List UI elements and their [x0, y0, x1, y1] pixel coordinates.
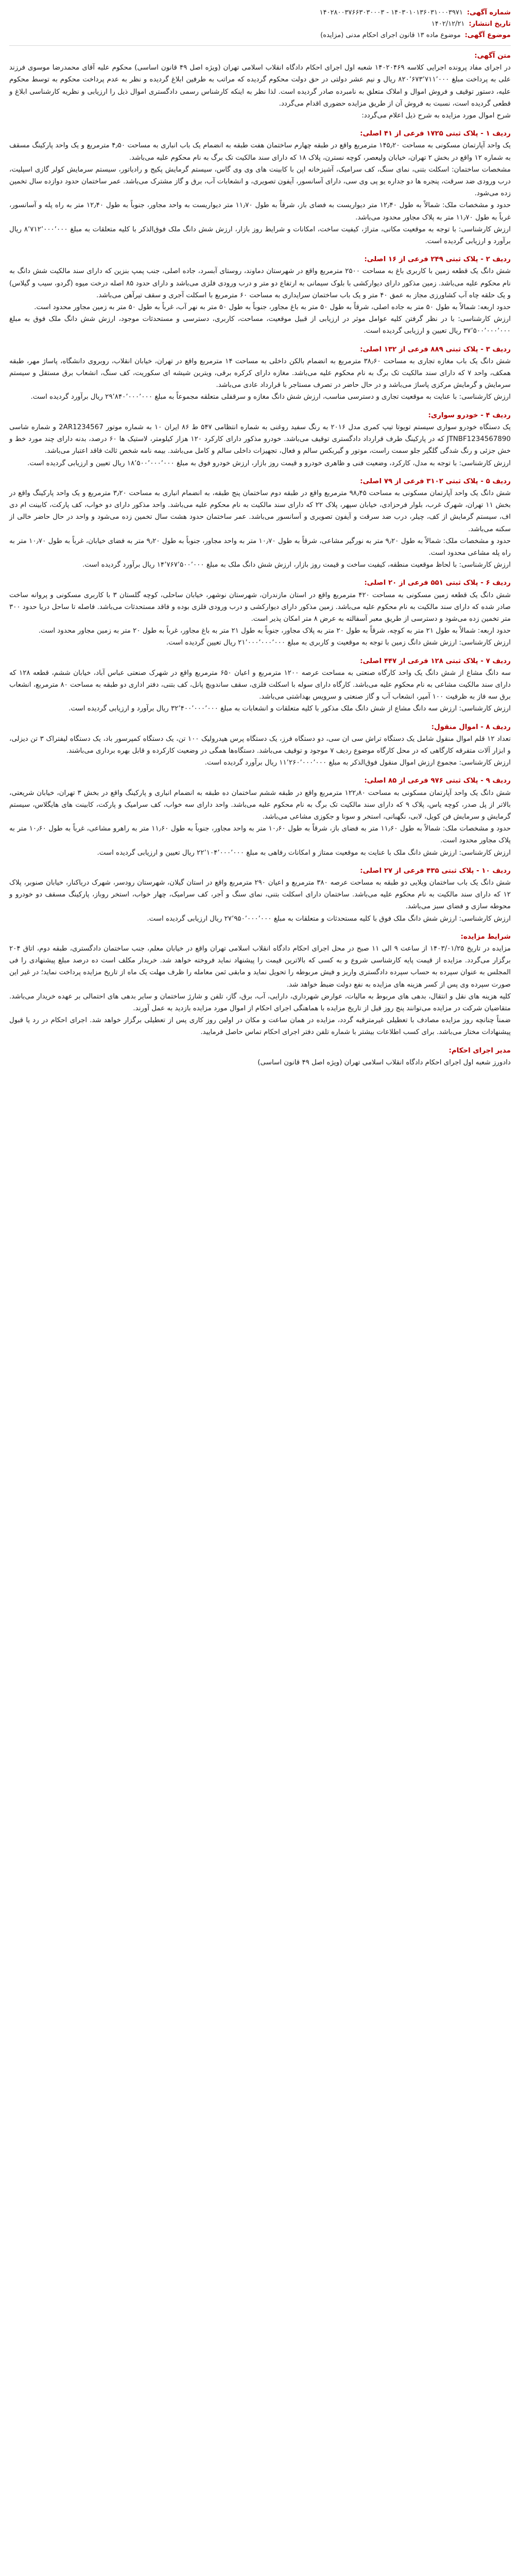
section-title: ردیف ۶ - پلاک ثبتی ۵۵۱ فرعی از ۲۰ اصلی: — [364, 579, 511, 587]
section-paragraph: ارزش کارشناسی: ارزش سه دانگ مشاع از شش دانگ ملک مذکور با کلیه متعلقات و انشعابات به مبلغ ۳۲٬۴۰۰٬۰۰۰٬۰۰۰ ریال برآورد و ارزیابی گردیده است. — [68, 705, 511, 713]
section-paragraph: ضمناً چنانچه روز مزایده مصادف با تعطیلی غیرمترقبه گردد، مزایده در همان ساعت و مکان در اولین روز کاری پس از تعطیلی برگزار خواهد شد. اجرای احکام در رد یا قبول پیشنهادات مختار می‌باشد. برای کسب اطلاعات بیشتر با شماره تلفن دفتر اجرای احکام تماس حاصل فرمایید. — [9, 1016, 511, 1037]
section-title: متن آگهی: — [474, 52, 511, 60]
section-paragraph: حدود و مشخصات ملک: شمالاً به طول ۱۱٫۶۰ متر به فضای باز، شرقاً به طول ۱۰٫۶۰ متر به واحد مجاور، جنوباً به طول ۱۱٫۶۰ متر به راهرو مشاعی، غرباً به طول ۱۰٫۶۰ متر به پلاک مجاور محدود است. — [9, 825, 511, 845]
section-paragraph: حدود و مشخصات ملک: شمالاً به طول ۱۲٫۴۰ متر دیواریست به فضای باز، شرقاً به طول ۱۱٫۷۰ متر دیواریست به واحد مجاور، جنوباً به طول ۱۲٫۴۰ متر به راه پله و آسانسور، غرباً به طول ۱۱٫۷۰ متر به پلاک مجاور محدود می‌باشد. — [9, 201, 511, 222]
section-paragraph: یک دستگاه خودرو سواری سیستم تویوتا تیپ کمری مدل ۲۰۱۶ به رنگ سفید روغنی به شماره انتظامی ۵۴۷ ط ۸۶ ایران ۱۰ به شماره موتور 2AR1234567 و شماره شاسی JTNBF1234567890 که در پارکینگ طرف قرارداد دادگستری توقیف می‌باشد. خودرو مذکور دارای کارکرد ۱۲۰ هزار کیلومتر، لاستیک ها ۶۰ درصد، بدنه دارای چند مورد خط و خش جزئی و رنگ شدگی گلگیر جلو سمت راست، موتور و گیربکس سالم و فعال، تجهیزات داخلی سالم و کامل می‌باشد. بیمه نامه شخص ثالث فاقد اعتبار می‌باشد. — [9, 423, 511, 455]
section-title: ردیف ۴ - خودرو سواری: — [428, 411, 511, 419]
notice-header — [9, 7, 511, 46]
section-paragraph: حدود اربعه: شمالاً به طول ۵۰ متر به جاده اصلی، شرقاً به طول ۵۰ متر به باغ مجاور، جنوباً به طول ۵۰ متر به نهر آب، غرباً به طول ۵۰ متر به زمین مجاور محدود است. — [34, 303, 511, 312]
publish-date-value: ۱۴۰۲/۱۲/۲۱ — [431, 20, 465, 28]
section-paragraph: ارزش کارشناسی: با توجه به موقعیت مکانی، متراژ، کیفیت ساخت، امکانات و شرایط روز بازار، ارزش شش دانگ ملک فوق‌الذکر با کلیه متعلقات به مبلغ ۸٬۷۱۲٬۰۰۰٬۰۰۰ ریال برآورد و ارزیابی گردیده است. — [9, 225, 511, 246]
notice-number-value: ۱۴۰۳۰۱۰۱۳۶۰۳۱۰۰۰۳۹۷۱ - ۱۴۰۲۸۰۰۳۷۶۶۳۰۳۰۰۰۳ — [319, 9, 463, 16]
subject-line — [9, 30, 511, 41]
notice-section — [9, 655, 511, 715]
section-title: ردیف ۱ - پلاک ثبتی ۱۷۲۵ فرعی از ۴۱ اصلی: — [360, 130, 511, 138]
notice-section — [9, 865, 511, 925]
section-paragraph: شرح اموال مورد مزایده به شرح ذیل اعلام می‌گردد: — [361, 112, 511, 120]
section-paragraph: حدود و مشخصات ملک: شمالاً به طول ۹٫۲۰ متر به نورگیر مشاعی، شرقاً به طول ۱۰٫۷۰ متر به واحد مجاور، جنوباً به طول ۹٫۲۰ متر به فضای خیابان، غرباً به طول ۱۰٫۷۰ متر به راه پله مشاعی محدود است. — [9, 537, 511, 557]
notice-section — [9, 721, 511, 769]
section-paragraph: شش دانگ یک قطعه زمین با کاربری باغ به مساحت ۲۵۰۰ مترمربع واقع در شهرستان دماوند، روستای آبسرد، جاده اصلی، جنب پمپ بنزین که دارای سند مالکیت شش دانگ به نام محکوم علیه می‌باشد. زمین مذکور دارای دیوارکشی با بلوک سیمانی به ارتفاع دو متر و درب ورودی فلزی می‌باشد و دارای حدود ۸۵ اصله درخت میوه (گردو، سیب و گیلاس) و یک حلقه چاه آب کشاورزی مجاز به عمق ۴۰ متر و یک باب ساختمان سرایداری به مساحت ۶۰ مترمربع با اسکلت آجری و سقف تیرآهن می‌باشد. — [9, 267, 511, 299]
section-title: ردیف ۷ - پلاک ثبتی ۱۲۸ فرعی از ۴۴۷ اصلی: — [360, 657, 511, 665]
section-paragraph: دادورز شعبه اول اجرای احکام دادگاه انقلاب اسلامی تهران (ویژه اصل ۴۹ قانون اساسی) — [257, 1058, 511, 1066]
section-paragraph: ارزش کارشناسی: مجموع ارزش اموال منقول فوق‌الذکر به مبلغ ۱۱٬۲۶۰٬۰۰۰٬۰۰۰ ریال برآورد گردیده است. — [204, 759, 511, 767]
section-title: ردیف ۳ - پلاک ثبتی ۸۸۹ فرعی از ۱۳۲ اصلی: — [360, 345, 511, 353]
section-paragraph: شش دانگ یک واحد آپارتمان مسکونی به مساحت ۹۸٫۴۵ مترمربع واقع در طبقه دوم ساختمان پنج طبقه، به انضمام انباری به مساحت ۳٫۲۰ مترمربع و یک واحد پارکینگ واقع در بخش ۱۱ تهران، شهرک غرب، بلوار فرحزادی، خیابان سپهر، پلاک ۲۲ که دارای سند مالکیت به نام محکوم علیه می‌باشد. واحد مذکور دارای دو خواب، کف پارکت، کابینت ام دی اف، سیستم گرمایش از کف، چیلر، درب ضد سرقت و آیفون تصویری و آسانسور می‌باشد. عمر ساختمان حدود هشت سال تخمین زده می‌شود و واحد در حال حاضر خالی از سکنه می‌باشد. — [9, 489, 511, 533]
section-paragraph: کلیه هزینه های نقل و انتقال، بدهی های مربوط به مالیات، عوارض شهرداری، دارایی، آب، برق، گاز، تلفن و شارژ ساختمان و سایر بدهی های احتمالی بر عهده خریدار می‌باشد. متقاضیان شرکت در مزایده می‌توانند پنج روز قبل از تاریخ مزایده با هماهنگی اجرای احکام از اموال مورد مزایده بازدید به عمل آورند. — [9, 992, 511, 1013]
notice-section — [9, 1045, 511, 1069]
section-paragraph: مزایده در تاریخ ۱۴۰۳/۰۱/۲۵ از ساعت ۹ الی ۱۱ صبح در محل اجرای احکام دادگاه انقلاب اسلامی تهران واقع در خیابان معلم، جنب ساختمان دادگستری، طبقه دوم، اتاق ۲۰۴ برگزار می‌گردد. مزایده از قیمت پایه کارشناسی شروع و به کسی که بالاترین قیمت را پیشنهاد نماید فروخته خواهد شد. خریدار مکلف است ده درصد مبلغ پیشنهادی را فی المجلس به عنوان سپرده به حساب سپرده دادگستری واریز و فیش مربوطه را تحویل نماید و مابقی ثمن معامله را ظرف مهلت یک ماه از تاریخ مزایده پرداخت نماید؛ در غیر این صورت سپرده وی پس از کسر هزینه های مزایده به نفع دولت ضبط خواهد شد. — [9, 945, 511, 989]
notice-section — [9, 50, 511, 122]
section-paragraph: ارزش کارشناسی: با در نظر گرفتن کلیه عوامل موثر در ارزیابی از قبیل موقعیت، مساحت، کاربری، دسترسی و مستحدثات موجود، ارزش شش دانگ ملک فوق به مبلغ ۳۷٬۵۰۰٬۰۰۰٬۰۰۰ ریال تعیین و ارزیابی گردیده است. — [9, 315, 511, 335]
notice-body — [9, 50, 511, 1069]
section-paragraph: شش دانگ یک واحد آپارتمان مسکونی به مساحت ۱۲۲٫۸۰ مترمربع واقع در طبقه ششم ساختمان ده طبقه به انضمام انباری و پارکینگ واقع در بخش ۳ تهران، خیابان شریعتی، بالاتر از پل صدر، کوچه یاس، پلاک ۹ که دارای سند مالکیت تک برگ به نام محکوم علیه می‌باشد. واحد دارای سه خواب، کف سرامیک و پارکت، کابینت های هایگلاس، سیستم گرمایش و سرمایش فن کویل، لابی، نگهبانی، استخر و سونا و جکوزی مشاعی می‌باشد. — [9, 789, 511, 821]
subject-value: موضوع ماده ۱۳ قانون اجرای احکام مدنی (مزایده) — [320, 31, 461, 39]
notice-section — [9, 410, 511, 469]
section-paragraph: یک واحد آپارتمان مسکونی به مساحت ۱۴۵٫۲۰ مترمربع واقع در طبقه چهارم ساختمان هفت طبقه به انضمام یک باب انباری به مساحت ۴٫۵۰ مترمربع و یک واحد پارکینگ مسقف به شماره ۱۲ واقع در بخش ۲ تهران، خیابان ولیعصر، کوچه نسترن، پلاک ۱۸ که دارای سند مالکیت تک برگ به نام محکوم علیه می‌باشد. — [9, 142, 511, 162]
notice-section — [9, 128, 511, 247]
notice-section — [9, 344, 511, 403]
section-paragraph: شش دانگ یک باب مغازه تجاری به مساحت ۳۸٫۶۰ مترمربع به انضمام بالکن داخلی به مساحت ۱۴ مترمربع واقع در تهران، خیابان انقلاب، روبروی دانشگاه، پاساژ مهر، طبقه همکف، واحد ۷ که دارای سند مالکیت تک برگ به نام محکوم علیه می‌باشد. مغازه دارای کرکره برقی، ویترین شیشه ای سکوریت، کف سنگ، انشعاب برق مستقل و سیستم سرمایش و گرمایش مرکزی پاساژ می‌باشد و در حال حاضر در تصرف مستاجر با قرارداد عادی می‌باشد. — [9, 357, 511, 389]
section-title: ردیف ۵ - پلاک ثبتی ۳۱۰۲ فرعی از ۷۹ اصلی: — [360, 477, 511, 485]
section-paragraph: شش دانگ یک باب ساختمان ویلایی دو طبقه به مساحت عرصه ۳۸۰ مترمربع و اعیان ۲۹۰ مترمربع واقع در استان گیلان، شهرستان رودسر، شهرک دریاکنار، خیابان صنوبر، پلاک ۱۲ که دارای سند مالکیت به نام محکوم علیه می‌باشد. ساختمان دارای اسکلت بتنی، نمای سنگ و آجر، کف سرامیک، چهار خواب، استخر روباز، پارکینگ مسقف دو خودرو و محوطه سازی و فضای سبز می‌باشد. — [9, 879, 511, 911]
section-title: ردیف ۱۰ - پلاک ثبتی ۴۳۵ فرعی از ۲۷ اصلی: — [360, 867, 511, 875]
notice-number-label: شماره آگهی: — [466, 9, 511, 16]
section-paragraph: ارزش کارشناسی: ارزش شش دانگ ملک با عنایت به موقعیت ممتاز و امکانات رفاهی به مبلغ ۲۲٬۱۰۴٬۰۰۰٬۰۰۰ ریال تعیین و ارزیابی گردیده است. — [97, 849, 511, 857]
notice-section — [9, 253, 511, 337]
section-paragraph: شش دانگ یک قطعه زمین مسکونی به مساحت ۴۲۰ مترمربع واقع در استان مازندران، شهرستان نوشهر، خیابان ساحلی، کوچه گلستان ۳ با کاربری مسکونی و پروانه ساخت صادر شده که دارای سند مالکیت به نام محکوم علیه می‌باشد. زمین مذکور دارای دیوارکشی و درب ورودی فلزی بوده و فاقد مستحدثات می‌باشد. فاصله تا ساحل دریا حدود ۳۰۰ متر تخمین زده می‌شود و دسترسی از طریق معبر آسفالته به عرض ۸ متر امکان پذیر است. — [9, 591, 511, 623]
section-paragraph: ارزش کارشناسی: با عنایت به موقعیت تجاری و دسترسی مناسب، ارزش شش دانگ مغازه و سرقفلی متعلقه مجموعاً به مبلغ ۲۹٬۸۴۰٬۰۰۰٬۰۰۰ ریال برآورد گردیده است. — [30, 393, 511, 401]
section-paragraph: در اجرای مفاد پرونده اجرایی کلاسه ۱۴۰۲۰۴۶۹ شعبه اول اجرای احکام دادگاه انقلاب اسلامی تهران (ویژه اصل ۴۹ قانون اساسی) محکوم علیه آقای محمدرضا موسوی فرزند علی به پرداخت مبلغ ۸۲۰٬۶۷۳٬۷۱۱٬۰۰۰ ریال و نیم عشر دولتی در حق دولت محکوم گردیده که مراتب به طرفین ابلاغ گردیده و نظر به عدم پرداخت محکوم به توسط محکوم علیه، دستور توقیف و فروش اموال و املاک متعلق به نامبرده صادر گردیده است. لذا نظر به اینکه کارشناس رسمی دادگستری اموال ذیل را ارزیابی و نظریه کارشناسی ابلاغ و قطعی گردیده است، نسبت به فروش آن از طریق مزایده حضوری اقدام می‌گردد. — [9, 64, 511, 108]
notice-number-line — [9, 7, 511, 19]
section-title: مدیر اجرای احکام: — [448, 1046, 511, 1055]
publish-date-label: تاریخ انتشار: — [469, 20, 511, 28]
notice-section — [9, 931, 511, 1039]
section-paragraph: مشخصات ساختمان: اسکلت بتنی، نمای سنگ، کف سرامیک، آشپزخانه اپن با کابینت های وی وی گاس، سیستم گرمایش پکیج و رادیاتور، سیستم سرمایش کولر گازی اسپلیت، درب ورودی ضد سرقت، پنجره ها دو جداره یو پی وی سی، دارای آسانسور، آیفون تصویری، و انشعابات آب، برق و گاز مشترک می‌باشد. عمر ساختمان حدود دوازده سال تخمین زده می‌شود. — [9, 165, 511, 198]
section-paragraph: ارزش کارشناسی: ارزش شش دانگ زمین با توجه به موقعیت و کاربری به مبلغ ۲۱٬۰۰۰٬۰۰۰٬۰۰۰ ریال تعیین گردیده است. — [166, 639, 511, 647]
notice-section — [9, 577, 511, 649]
section-paragraph: ارزش کارشناسی: ارزش شش دانگ ملک فوق با کلیه مستحدثات و متعلقات به مبلغ ۲۷٬۹۵۰٬۰۰۰٬۰۰۰ ریال ارزیابی گردیده است. — [147, 914, 511, 923]
section-paragraph: ارزش کارشناسی: با لحاظ موقعیت منطقه، کیفیت ساخت و قیمت روز بازار، ارزش شش دانگ ملک به مبلغ ۱۴٬۷۶۷٬۵۰۰٬۰۰۰ ریال برآورد گردیده است. — [82, 561, 511, 569]
section-paragraph: ارزش کارشناسی: با توجه به مدل، کارکرد، وضعیت فنی و ظاهری خودرو و قیمت روز بازار، ارزش خودرو فوق به مبلغ ۱۸٬۵۰۰٬۰۰۰٬۰۰۰ ریال تعیین و ارزیابی گردیده است. — [27, 459, 511, 467]
section-title: شرایط مزایده: — [460, 933, 511, 941]
section-title: ردیف ۸ - اموال منقول: — [431, 723, 511, 731]
section-paragraph: تعداد ۱۲ قلم اموال منقول شامل یک دستگاه تراش سی ان سی، دو دستگاه فرز، یک دستگاه پرس هیدرولیک ۱۰۰ تن، یک دستگاه کمپرسور باد، یک دستگاه لیفتراک ۳ تن دیزلی، و ابزار آلات متفرقه کارگاهی که در محل کارگاه موضوع ردیف ۷ موجود و توقیف می‌باشد. دستگاه‌ها همگی در وضعیت کارکرده و قابل بهره برداری می‌باشند. — [9, 735, 511, 755]
publish-date-line — [9, 19, 511, 30]
notice-section — [9, 476, 511, 571]
subject-label: موضوع آگهی: — [464, 31, 511, 39]
section-paragraph: سه دانگ مشاع از شش دانگ یک واحد کارگاه صنعتی به مساحت عرصه ۱۲۰۰ مترمربع و اعیان ۶۵۰ مترمربع واقع در شهرک صنعتی عباس آباد، خیابان ششم، قطعه ۱۲۸ که دارای سند مالکیت مشاعی به نام محکوم علیه می‌باشد. کارگاه دارای سوله با اسکلت فلزی، سقف ساندویچ پانل، کف بتنی، دفتر اداری دو طبقه به مساحت ۸۰ مترمربع، انشعاب برق سه فاز به ظرفیت ۱۰۰ آمپر، انشعاب آب و گاز صنعتی و سرویس بهداشتی می‌باشد. — [9, 669, 511, 701]
section-title: ردیف ۹ - پلاک ثبتی ۹۷۶ فرعی از ۸۵ اصلی: — [364, 777, 511, 785]
section-title: ردیف ۲ - پلاک ثبتی ۲۴۹ فرعی از ۱۶ اصلی: — [364, 256, 511, 264]
section-paragraph: حدود اربعه: شمالاً به طول ۲۱ متر به کوچه، شرقاً به طول ۲۰ متر به پلاک مجاور، جنوباً به طول ۲۱ متر به باغ مجاور، غرباً به طول ۲۰ متر به زمین مجاور محدود است. — [38, 627, 511, 635]
notice-section — [9, 775, 511, 858]
